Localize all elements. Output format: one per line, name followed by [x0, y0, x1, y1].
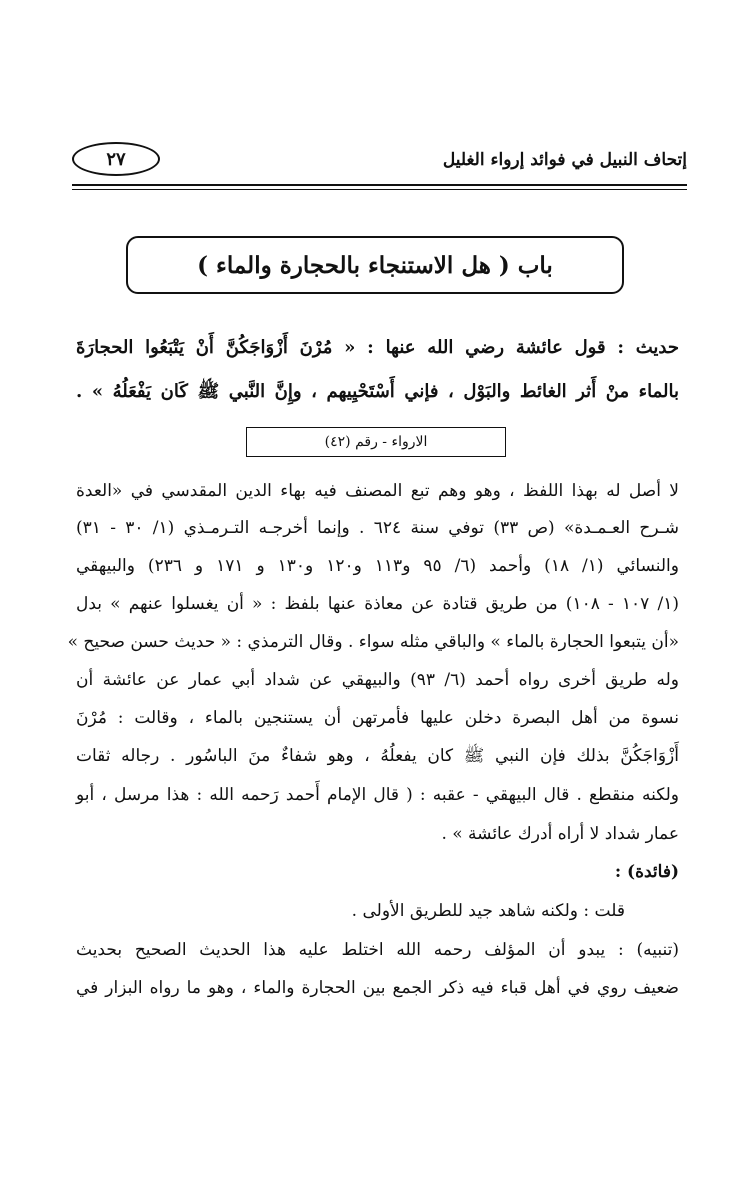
hadith-line: حديث : قول عائشة رضي الله عنها : « مُرْنَ أَزْوَاجَكُنَّ أَنْ يَتْبَعُوا الحجارَةَ [76, 337, 679, 358]
faida-text: قلت : ولكنه شاهد جيد للطريق الأولى . [351, 901, 625, 921]
body-line: عمار شداد لا أراه أدرك عائشة » . [441, 824, 679, 844]
header-rule [72, 184, 687, 186]
faida-label: (فائدة) : [614, 862, 679, 882]
header-rule-thin [72, 189, 687, 190]
body-line: والنسائي (١/ ١٨) وأحمد (٦/ ٩٥ و١١٣ و١٢٠ و١٣٠ و ١٧١ و ٢٣٦) والبيهقي [76, 556, 679, 576]
page-number: ٢٧ [72, 142, 160, 176]
body-line: أَزْوَاجَكُنَّ بذلك فإن النبي ﷺ كان يفعلُهُ ، وهو شفاءٌ منَ الباسُور . رجاله ثقات [76, 746, 679, 766]
hadith-reference: الارواء - رقم (٤٢) [246, 427, 506, 457]
body-line: (١/ ١٠٧ - ١٠٨) من طريق قتادة عن معاذة عنها بلفظ : « أن يغسلوا عنهم » بدل [76, 594, 679, 614]
chapter-heading-box [126, 236, 624, 294]
book-title: إتحاف النبيل في فوائد إرواء الغليل [442, 150, 687, 170]
hadith-line: بالماء منْ أَثر الغائط والبَوْل ، فإني أَسْتَحْيِيهم ، وإِنَّ النَّبي ﷺ كَان يَفْعَلُهُ » . [76, 381, 679, 402]
body-line: نسوة من أهل البصرة دخلن عليها فأمرتهن أن يستنجين بالماء ، وقالت : مُرْنَ [76, 708, 679, 728]
tanbih-line: ضعيف روي في أهل قباء فيه ذكر الجمع بين الحجارة والماء ، وهو ما رواه البزار في [76, 978, 679, 998]
body-line: ولكنه منقطع . قال البيهقي - عقبه : ( قال الإمام أَحمد رَحمه الله : هذا مرسل ، أبو [76, 785, 679, 805]
body-line: وله طريق أخرى رواه أحمد (٦/ ٩٣) والبيهقي عن شداد أبي عمار عن عائشة أن [76, 670, 680, 690]
running-header [72, 142, 687, 182]
chapter-title: باب ( هل الاستنجاء بالحجارة والماء ) [197, 251, 553, 279]
body-line: لا أصل له بهذا اللفظ ، وهو وهم تبع المصنف فيه بهاء الدين المقدسي في «العدة [76, 481, 679, 501]
body-line: شـرح العـمـدة» (ص ٣٣) توفي سنة ٦٢٤ . وإنما أخرجـه التـرمـذي (١/ ٣٠ - ٣١) [76, 518, 679, 538]
body-line: «أن يتبعوا الحجارة بالماء » والباقي مثله سواء . وقال الترمذي : « حديث حسن صحيح » [67, 632, 679, 652]
tanbih-line: (تنبيه) : يبدو أن المؤلف رحمه الله اختلط عليه هذا الحديث الصحيح بحديث [76, 940, 679, 960]
